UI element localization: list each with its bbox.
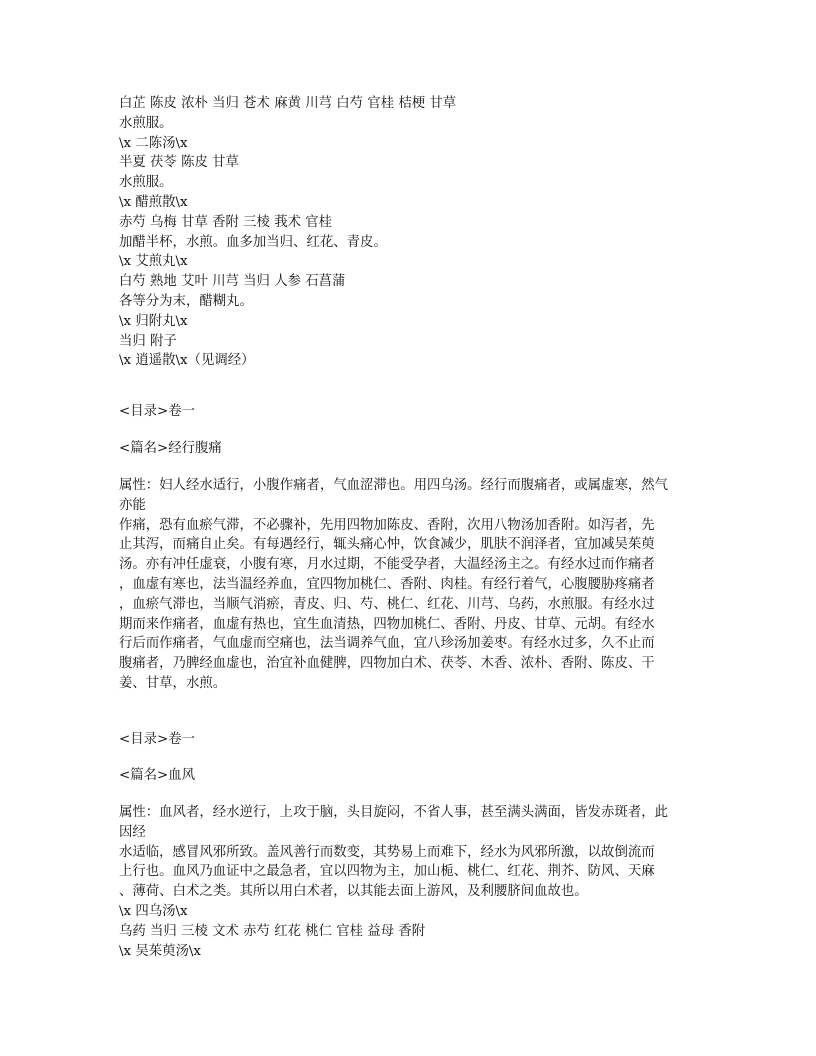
chapter-title: <篇名>血风: [119, 768, 196, 783]
chapter-body: [119, 803, 719, 961]
text-line: 半夏 茯苓 陈皮 甘草: [119, 155, 239, 171]
text-line: 亦能: [119, 497, 146, 513]
chapter-body: [119, 476, 719, 694]
text-line: 、薄荷、白术之类。其所以用白术者，以其能去面上游风，及利腰脐间血故也。: [119, 884, 588, 900]
text-line: 止其泻，而痛自止矣。有每遇经行，辄头痛心忡，饮食减少，肌肤不润泽者，宜加减吴茱萸: [119, 537, 655, 553]
recipes-block: [119, 94, 719, 371]
text-line: \x 四乌汤\x: [119, 903, 188, 919]
text-line: 上行也。血风乃血证中之最急者，宜以四物为主，加山栀、桃仁、红花、荆芥、防风、天麻: [119, 864, 655, 880]
text-line: 赤芍 乌梅 甘草 香附 三棱 莪术 官桂: [119, 214, 333, 230]
chapter-title: <篇名>经行腹痛: [119, 441, 222, 456]
text-line: 加醋半杯，水煎。血多加当归、红花、青皮。: [119, 234, 387, 250]
text-line: ，血瘀气滞也，当顺气消瘀，青皮、归、芍、桃仁、红花、川芎、乌药，水煎服。有经水过: [119, 596, 655, 612]
text-line: 水适临，感冒风邪所致。盖风善行而数变，其势易上而难下，经水为风邪所激，以故倒流而: [119, 844, 655, 860]
text-line: 各等分为末，醋糊丸。: [119, 293, 253, 309]
text-line: 作痛，恐有血瘀气滞，不必骤补，先用四物加陈皮、香附，次用八物汤加香附。如泻者，先: [119, 517, 655, 533]
text-line: 水煎服。: [119, 175, 173, 191]
text-line: 期而来作痛者，血虚有热也，宜生血清热，四物加桃仁、香附、丹皮、甘草、元胡。有经水: [119, 616, 655, 632]
text-line: 属性：妇人经水适行，小腹作痛者，气血涩滞也。用四乌汤。经行而腹痛者，或属虚寒，然气: [119, 478, 669, 493]
text-line: ，血虚有寒也，法当温经养血，宜四物加桃仁、香附、肉桂。有经行着气，心腹腰胁疼痛者: [119, 576, 655, 592]
text-line: \x 二陈汤\x: [119, 135, 188, 151]
text-line: \x 醋煎散\x: [119, 194, 188, 210]
text-line: \x 吴茱萸汤\x: [119, 943, 201, 959]
text-line: 白芍 熟地 艾叶 川芎 当归 人参 石菖蒲: [119, 274, 346, 290]
text-line: \x 艾煎丸\x: [119, 254, 188, 270]
text-line: \x 归附丸\x: [119, 313, 188, 329]
text-line: 腹痛者，乃脾经血虚也，治宜补血健脾，四物加白术、茯苓、木香、浓朴、香附、陈皮、干: [119, 656, 655, 672]
text-line: 行后而作痛者，气血虚而空痛也，法当调养气血，宜八珍汤加姜枣。有经水过多，久不止而: [119, 636, 655, 652]
text-line: 白芷 陈皮 浓朴 当归 苍术 麻黄 川芎 白芍 官桂 桔梗 甘草: [119, 96, 457, 111]
text-line: 因经: [119, 824, 146, 840]
text-line: \x 逍遥散\x（见调经）: [119, 353, 255, 369]
text-line: 乌药 当归 三棱 文术 赤芍 红花 桃仁 官桂 益母 香附: [119, 923, 426, 939]
catalog-heading: <目录>卷一: [119, 732, 196, 747]
catalog-heading: <目录>卷一: [119, 404, 196, 419]
text-line: 水煎服。: [119, 115, 173, 131]
text-line: 当归 附子: [119, 333, 177, 349]
text-line: 汤。亦有冲任虚衰，小腹有寒，月水过期，不能受孕者，大温经汤主之。有经水过而作痛者: [119, 557, 655, 573]
text-line: 姜、甘草，水煎。: [119, 675, 227, 691]
text-line: 属性：血风者，经水逆行，上攻于脑，头目旋闷，不省人事，甚至满头满面，皆发赤斑者，此: [119, 805, 669, 820]
